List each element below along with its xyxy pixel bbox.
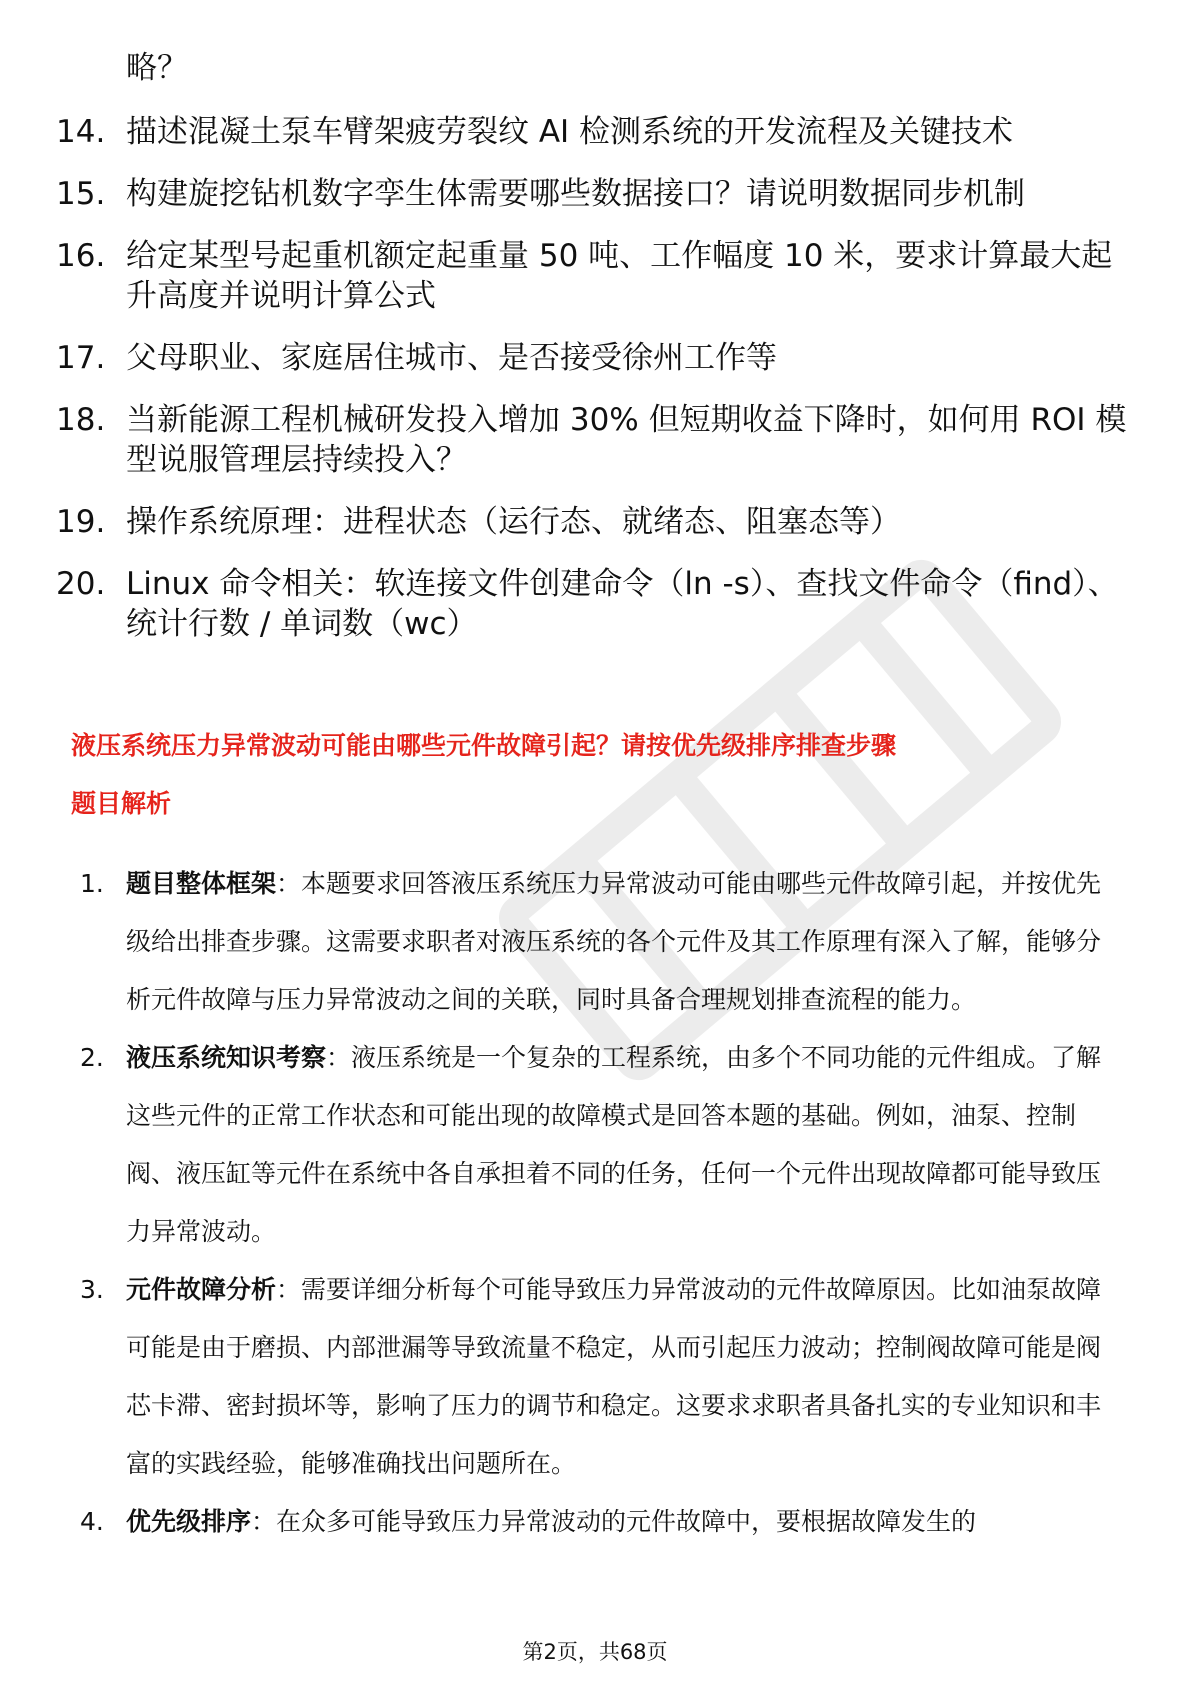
question-text: 操作系统原理：进程状态（运行态、就绪态、阻塞态等） — [126, 504, 901, 540]
question-number: 19. — [56, 504, 106, 540]
question-13-continuation: 略？ — [126, 50, 188, 86]
question-item — [56, 564, 1136, 644]
question-item — [56, 236, 1136, 316]
analysis-number: 3. — [80, 1275, 104, 1304]
analysis-item-text: ：在众多可能导致压力异常波动的元件故障中，要根据故障发生的 — [251, 1507, 977, 1536]
analysis-number: 2. — [80, 1043, 104, 1072]
analysis-number: 1. — [80, 869, 104, 898]
question-number: 15. — [56, 176, 106, 212]
question-text: 父母职业、家庭居住城市、是否接受徐州工作等 — [126, 340, 777, 376]
analysis-item — [80, 855, 1120, 1029]
analysis-heading: 题目解析 — [71, 789, 172, 818]
analysis-item-text: ：需要详细分析每个可能导致压力异常波动的元件故障原因。比如油泵故障可能是由于磨损、内部泄漏等导致流量不稳定，从而引起压力波动；控制阀故障可能是阀芯卡滞、密封损坏等，影响了压力的调节和稳定。这要求求职者具备扎实的专业知识和丰富的实践经验，能够准确找出问题所在。 — [126, 1275, 1102, 1478]
question-number: 18. — [56, 402, 106, 438]
question-number: 17. — [56, 340, 106, 376]
question-item — [56, 502, 1136, 542]
analysis-item-title: 元件故障分析 — [126, 1275, 277, 1304]
analysis-item-title: 液压系统知识考察 — [126, 1043, 327, 1072]
question-item — [56, 112, 1136, 152]
question-text: 描述混凝土泵车臂架疲劳裂纹 AI 检测系统的开发流程及关键技术 — [126, 114, 1014, 150]
analysis-list — [80, 855, 1120, 1551]
question-text: 构建旋挖钻机数字孪生体需要哪些数据接口？请说明数据同步机制 — [126, 176, 1025, 212]
question-item — [56, 338, 1136, 378]
analysis-item-title: 优先级排序 — [126, 1507, 252, 1536]
question-heading: 液压系统压力异常波动可能由哪些元件故障引起？请按优先级排序排查步骤 — [71, 731, 897, 760]
question-number: 16. — [56, 238, 106, 274]
question-item — [56, 174, 1136, 214]
question-text: 给定某型号起重机额定起重量 50 吨、工作幅度 10 米，要求计算最大起升高度并说明计算公式 — [126, 238, 1113, 314]
question-text: 当新能源工程机械研发投入增加 30% 但短期收益下降时，如何用 ROI 模型说服管理层持续投入？ — [126, 402, 1127, 478]
question-text: Linux 命令相关：软连接文件创建命令（ln -s）、查找文件命令（find）、统计行数 / 单词数（wc） — [126, 566, 1119, 642]
analysis-item — [80, 1029, 1120, 1261]
question-item — [56, 400, 1136, 480]
question-number: 14. — [56, 114, 106, 150]
analysis-item — [80, 1493, 1120, 1551]
analysis-number: 4. — [80, 1507, 104, 1536]
page-number-footer: 第2页，共68页 — [522, 1640, 668, 1664]
analysis-item-text: ：本题要求回答液压系统压力异常波动可能由哪些元件故障引起，并按优先级给出排查步骤。这需要求职者对液压系统的各个元件及其工作原理有深入了解，能够分析元件故障与压力异常波动之间的关联，同时具备合理规划排查流程的能力。 — [126, 869, 1102, 1014]
question-number: 20. — [56, 566, 106, 602]
analysis-item-text: ：液压系统是一个复杂的工程系统，由多个不同功能的元件组成。了解这些元件的正常工作状态和可能出现的故障模式是回答本题的基础。例如，油泵、控制阀、液压缸等元件在系统中各自承担着不同的任务，任何一个元件出现故障都可能导致压力异常波动。 — [126, 1043, 1102, 1246]
interview-question-list — [56, 112, 1136, 666]
analysis-item-title: 题目整体框架 — [126, 869, 277, 898]
analysis-item — [80, 1261, 1120, 1493]
